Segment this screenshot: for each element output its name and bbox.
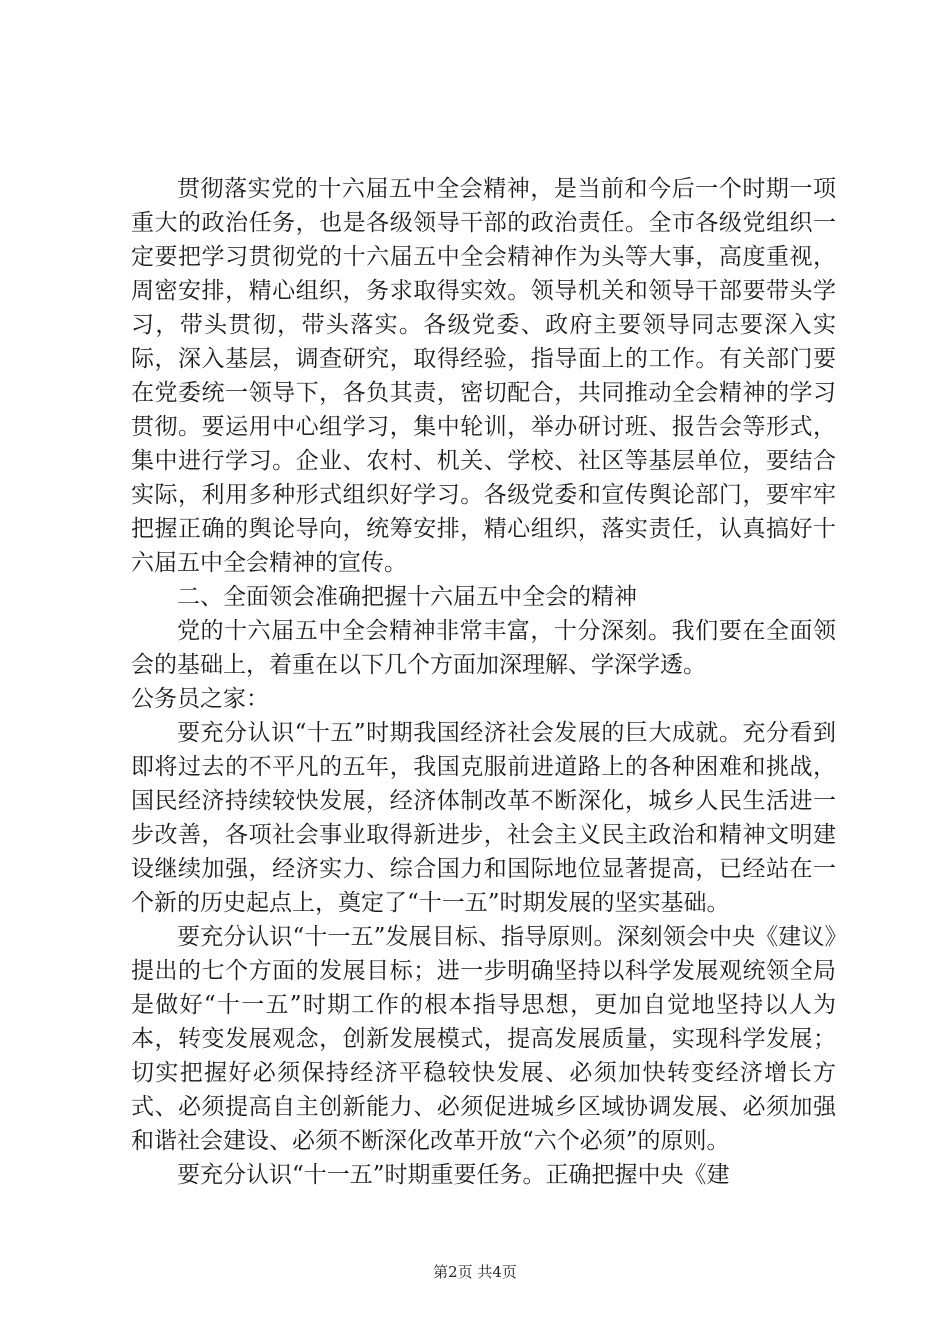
paragraph-eleventh-five-year-goals: 要充分认识“十一五”发展目标、指导原则。深刻领会中央《建议》提出的七个方面的发展目标；进一步明确坚持以科学发展观统领全局是做好“十一五”时期工作的根本指导思想，更加自觉地坚持以人为本，转变发展观念，创新发展模式，提高发展质量，实现科学发展；切实把握好必须保持经济平稳较快发展、必须加快转变经济增长方式、必须提高自主创新能力、必须促进城乡区域协调发展、必须加强和谐社会建设、必须不断深化改革开放“六个必须”的原则。 xyxy=(131,924,836,1154)
paragraph-tenth-five-year-achievements: 要充分认识“十五”时期我国经济社会发展的巨大成就。充分看到即将过去的不平凡的五年，我国克服前进道路上的各种困难和挑战，国民经济持续较快发展，经济体制改革不断深化，城乡人民生活进一步改善，各项社会事业取得新进步，社会主义民主政治和精神文明建设继续加强，经济实力、综合国力和国际地位显著提高，已经站在一个新的历史起点上，奠定了“十一五”时期发展的坚实基础。 xyxy=(131,720,836,916)
paragraph-eleventh-five-year-tasks: 要充分认识“十一五”时期重要任务。正确把握中央《建 xyxy=(177,1162,730,1188)
paragraph-party-study-duties: 贯彻落实党的十六届五中全会精神，是当前和今后一个时期一项重大的政治任务，也是各级领导干部的政治责任。全市各级党组织一定要把学习贯彻党的十六届五中全会精神作为头等大事，高度重视，周密安排，精心组织，务求取得实效。领导机关和领导干部要带头学习，带头贯彻，带头落实。各级党委、政府主要领导同志要深入实际，深入基层，调查研究，取得经验，指导面上的工作。有关部门要在党委统一领导下，各负其责，密切配合，共同推动全会精神的学习贯彻。要运用中心组学习，集中轮训，举办研讨班、报告会等形式，集中进行学习。企业、农村、机关、学校、社区等基层单位，要结合实际，利用多种形式组织好学习。各级党委和宣传舆论部门，要牢牢把握正确的舆论导向，统筹安排，精心组织，落实责任，认真搞好十六届五中全会精神的宣传。 xyxy=(131,176,836,576)
document-body xyxy=(131,172,836,1192)
source-label: 公务员之家： xyxy=(131,686,269,712)
page-number-footer: 第2页 共4页 xyxy=(433,1263,517,1281)
paragraph-plenum-spirit-intro: 党的十六届五中全会精神非常丰富，十分深刻。我们要在全面领会的基础上，着重在以下几个方面加深理解、学深学透。 xyxy=(131,618,836,678)
section-heading-2: 二、全面领会准确把握十六届五中全会的精神 xyxy=(177,584,637,610)
